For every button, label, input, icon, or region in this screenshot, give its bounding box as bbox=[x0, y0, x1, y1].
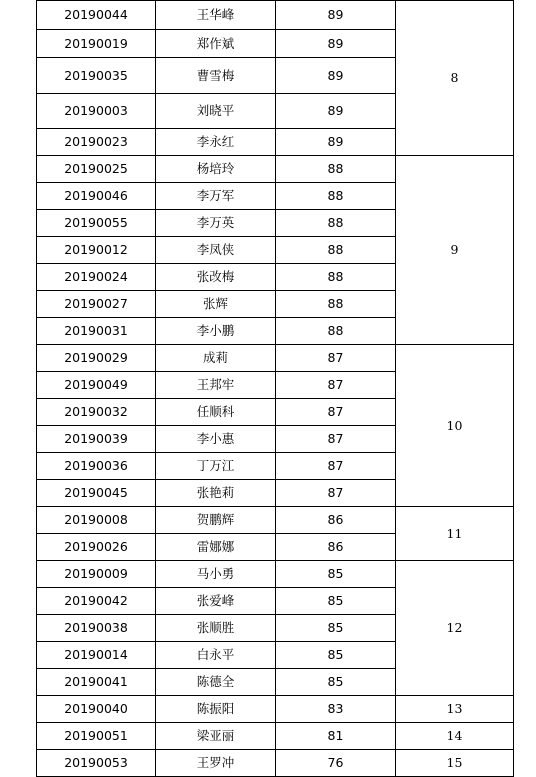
student-name-cell: 刘晓平 bbox=[156, 94, 276, 129]
score-cell: 86 bbox=[276, 507, 396, 534]
score-cell: 87 bbox=[276, 372, 396, 399]
student-name-cell: 李凤侠 bbox=[156, 237, 276, 264]
score-ranking-table bbox=[36, 0, 514, 777]
student-name-cell: 张顺胜 bbox=[156, 615, 276, 642]
student-name-cell: 张艳莉 bbox=[156, 480, 276, 507]
student-id-cell: 20190012 bbox=[37, 237, 156, 264]
student-id-cell: 20190032 bbox=[37, 399, 156, 426]
student-id-cell: 20190055 bbox=[37, 210, 156, 237]
rank-cell: 8 bbox=[396, 1, 514, 156]
student-id-cell: 20190036 bbox=[37, 453, 156, 480]
student-name-cell: 任顺科 bbox=[156, 399, 276, 426]
score-cell: 85 bbox=[276, 588, 396, 615]
score-cell: 88 bbox=[276, 264, 396, 291]
score-cell: 81 bbox=[276, 723, 396, 750]
student-id-cell: 20190041 bbox=[37, 669, 156, 696]
rank-cell: 11 bbox=[396, 507, 514, 561]
score-cell: 88 bbox=[276, 291, 396, 318]
student-name-cell: 王罗冲 bbox=[156, 750, 276, 777]
student-id-cell: 20190053 bbox=[37, 750, 156, 777]
student-id-cell: 20190031 bbox=[37, 318, 156, 345]
student-id-cell: 20190024 bbox=[37, 264, 156, 291]
student-id-cell: 20190003 bbox=[37, 94, 156, 129]
student-name-cell: 马小勇 bbox=[156, 561, 276, 588]
score-cell: 89 bbox=[276, 129, 396, 156]
rank-cell: 13 bbox=[396, 696, 514, 723]
student-id-cell: 20190049 bbox=[37, 372, 156, 399]
student-name-cell: 陈振阳 bbox=[156, 696, 276, 723]
score-cell: 89 bbox=[276, 30, 396, 58]
student-name-cell: 李小鹏 bbox=[156, 318, 276, 345]
score-cell: 87 bbox=[276, 453, 396, 480]
rank-cell: 14 bbox=[396, 723, 514, 750]
student-name-cell: 郑作斌 bbox=[156, 30, 276, 58]
score-cell: 89 bbox=[276, 94, 396, 129]
score-cell: 87 bbox=[276, 399, 396, 426]
student-id-cell: 20190035 bbox=[37, 58, 156, 94]
student-id-cell: 20190023 bbox=[37, 129, 156, 156]
score-cell: 85 bbox=[276, 561, 396, 588]
student-id-cell: 20190038 bbox=[37, 615, 156, 642]
student-name-cell: 王华峰 bbox=[156, 1, 276, 30]
student-id-cell: 20190045 bbox=[37, 480, 156, 507]
score-cell: 89 bbox=[276, 1, 396, 30]
student-id-cell: 20190008 bbox=[37, 507, 156, 534]
score-cell: 85 bbox=[276, 615, 396, 642]
score-cell: 88 bbox=[276, 156, 396, 183]
student-id-cell: 20190025 bbox=[37, 156, 156, 183]
table-row bbox=[37, 156, 514, 183]
rank-cell: 12 bbox=[396, 561, 514, 696]
table-row bbox=[37, 507, 514, 534]
table-row bbox=[37, 561, 514, 588]
score-cell: 87 bbox=[276, 345, 396, 372]
score-cell: 86 bbox=[276, 534, 396, 561]
score-cell: 87 bbox=[276, 426, 396, 453]
student-name-cell: 成莉 bbox=[156, 345, 276, 372]
student-id-cell: 20190014 bbox=[37, 642, 156, 669]
score-cell: 87 bbox=[276, 480, 396, 507]
student-id-cell: 20190046 bbox=[37, 183, 156, 210]
student-name-cell: 陈德全 bbox=[156, 669, 276, 696]
student-id-cell: 20190039 bbox=[37, 426, 156, 453]
table-row bbox=[37, 1, 514, 30]
student-name-cell: 李小惠 bbox=[156, 426, 276, 453]
student-name-cell: 王邦牢 bbox=[156, 372, 276, 399]
student-id-cell: 20190027 bbox=[37, 291, 156, 318]
score-cell: 88 bbox=[276, 318, 396, 345]
score-cell: 89 bbox=[276, 58, 396, 94]
student-name-cell: 白永平 bbox=[156, 642, 276, 669]
score-cell: 88 bbox=[276, 237, 396, 264]
table-row bbox=[37, 345, 514, 372]
table-row bbox=[37, 750, 514, 777]
student-name-cell: 贺鹏辉 bbox=[156, 507, 276, 534]
student-name-cell: 张改梅 bbox=[156, 264, 276, 291]
rank-cell: 10 bbox=[396, 345, 514, 507]
score-cell: 88 bbox=[276, 210, 396, 237]
score-cell: 88 bbox=[276, 183, 396, 210]
student-id-cell: 20190051 bbox=[37, 723, 156, 750]
student-name-cell: 张辉 bbox=[156, 291, 276, 318]
student-name-cell: 李永红 bbox=[156, 129, 276, 156]
student-name-cell: 梁亚丽 bbox=[156, 723, 276, 750]
student-id-cell: 20190009 bbox=[37, 561, 156, 588]
student-id-cell: 20190026 bbox=[37, 534, 156, 561]
student-name-cell: 丁万江 bbox=[156, 453, 276, 480]
student-name-cell: 李万军 bbox=[156, 183, 276, 210]
table-row bbox=[37, 696, 514, 723]
student-id-cell: 20190029 bbox=[37, 345, 156, 372]
student-name-cell: 曹雪梅 bbox=[156, 58, 276, 94]
student-name-cell: 李万英 bbox=[156, 210, 276, 237]
student-name-cell: 雷娜娜 bbox=[156, 534, 276, 561]
score-cell: 85 bbox=[276, 669, 396, 696]
score-cell: 76 bbox=[276, 750, 396, 777]
score-cell: 83 bbox=[276, 696, 396, 723]
student-name-cell: 杨培玲 bbox=[156, 156, 276, 183]
student-id-cell: 20190040 bbox=[37, 696, 156, 723]
rank-cell: 15 bbox=[396, 750, 514, 777]
score-cell: 85 bbox=[276, 642, 396, 669]
table-row bbox=[37, 723, 514, 750]
student-id-cell: 20190042 bbox=[37, 588, 156, 615]
student-id-cell: 20190044 bbox=[37, 1, 156, 30]
rank-cell: 9 bbox=[396, 156, 514, 345]
student-name-cell: 张爱峰 bbox=[156, 588, 276, 615]
student-id-cell: 20190019 bbox=[37, 30, 156, 58]
